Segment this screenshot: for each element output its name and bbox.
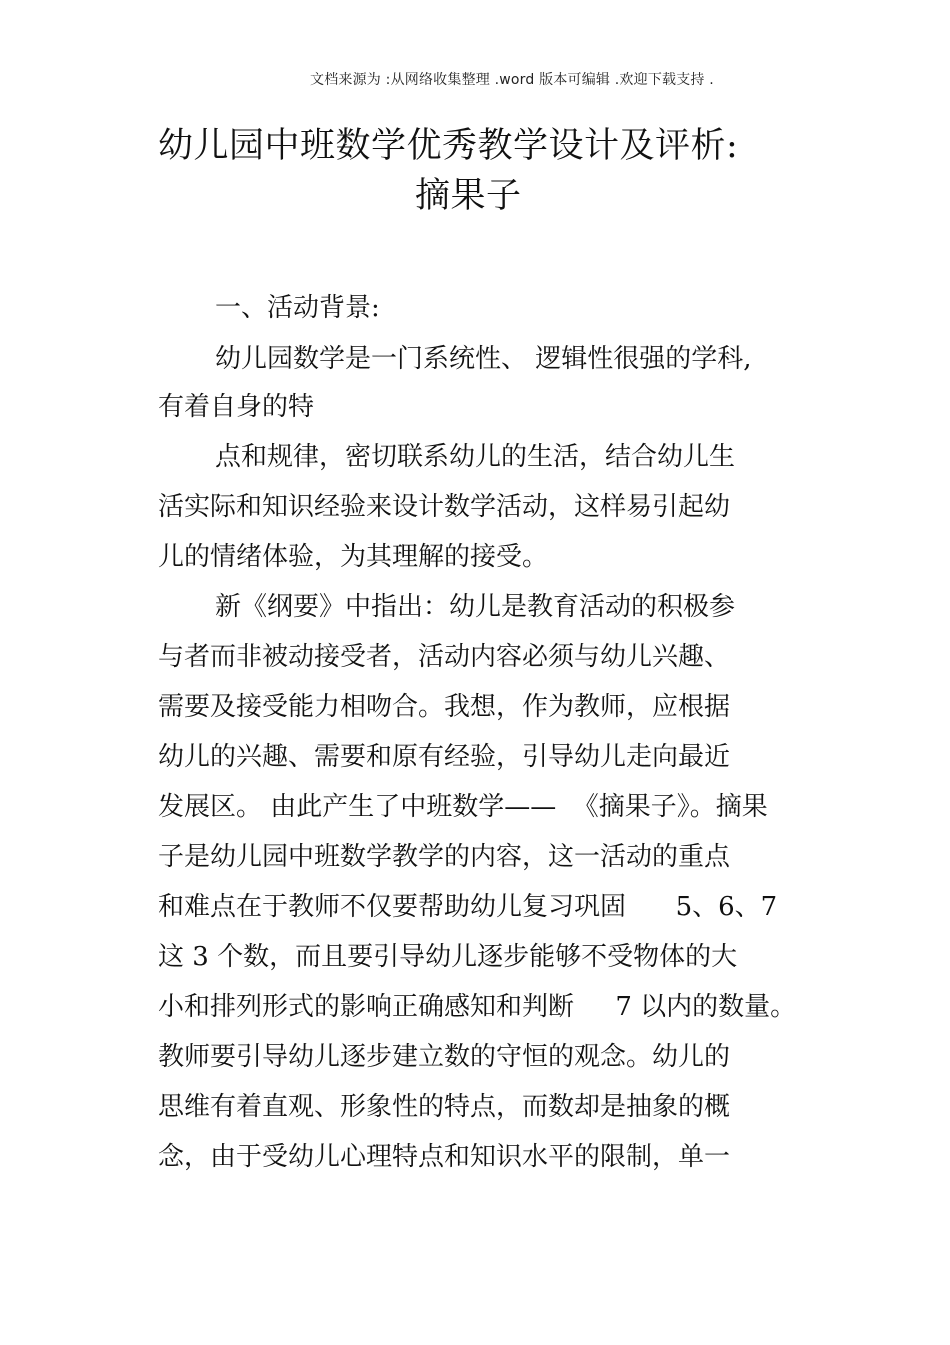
paragraph-line: 有着自身的特 <box>158 392 315 422</box>
paragraph-line: 幼儿的兴趣、需要和原有经验，引导幼儿走向最近 <box>158 742 731 772</box>
paragraph-line: 需要及接受能力相吻合。我想，作为教师，应根据 <box>158 692 731 722</box>
paragraph-line: 儿的情绪体验，为其理解的接受。 <box>158 542 549 572</box>
paragraph-line: 发展区。 由此产生了中班数学—— 《摘果子》。摘果 <box>158 792 768 822</box>
paragraph-line: 子是幼儿园中班数学教学的内容，这一活动的重点 <box>158 842 731 872</box>
paragraph-line: 小和排列形式的影响正确感知和判断 7 以内的数量。 <box>158 992 797 1022</box>
document-title-line-1: 幼儿园中班数学优秀教学设计及评析: <box>158 126 739 166</box>
section-heading: 一、活动背景: <box>215 293 380 323</box>
header-source-note: 文档来源为 :从网络收集整理 .word 版本可编辑 .欢迎下载支持 . <box>310 72 714 88</box>
paragraph-line: 思维有着直观、形象性的特点，而数却是抽象的概 <box>158 1092 731 1122</box>
paragraph-line: 教师要引导幼儿逐步建立数的守恒的观念。幼儿的 <box>158 1042 731 1072</box>
paragraph-line: 念，由于受幼儿心理特点和知识水平的限制，单一 <box>158 1142 731 1172</box>
paragraph-line: 活实际和知识经验来设计数学活动，这样易引起幼 <box>158 492 731 522</box>
paragraph-line: 幼儿园数学是一门系统性、 逻辑性很强的学科, <box>215 344 752 374</box>
document-title-line-2: 摘果子 <box>415 176 522 216</box>
paragraph-line: 和难点在于教师不仅要帮助幼儿复习巩固 5、6、7 <box>158 892 778 922</box>
paragraph-line: 与者而非被动接受者，活动内容必须与幼儿兴趣、 <box>158 642 731 672</box>
paragraph-line: 这 3 个数，而且要引导幼儿逐步能够不受物体的大 <box>158 942 738 972</box>
paragraph-line: 点和规律，密切联系幼儿的生活，结合幼儿生 <box>215 442 736 472</box>
paragraph-line: 新《纲要》中指出：幼儿是教育活动的积极参 <box>215 592 736 622</box>
